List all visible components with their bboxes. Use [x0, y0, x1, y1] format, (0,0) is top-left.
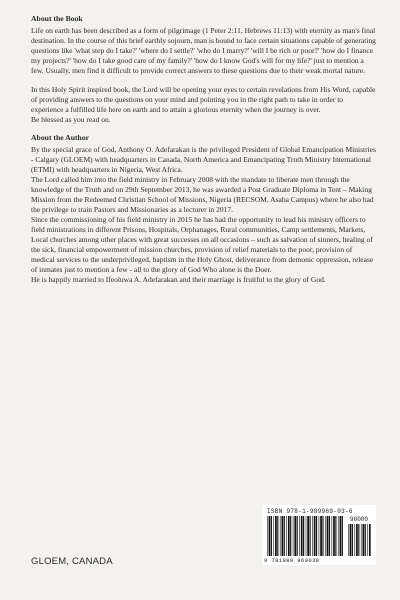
- barcode-bar: [290, 516, 291, 556]
- about-author-paragraph-4: He is happily married to Ifeoluwa A. Adefarakan and their marriage is fruitful to the glory of God.: [31, 275, 326, 284]
- barcode-bar: [269, 516, 271, 556]
- barcode-bar: [280, 516, 281, 556]
- about-book-closing: Be blessed as you read on.: [31, 115, 111, 124]
- barcode-bar: [342, 516, 343, 556]
- barcode-bar: [354, 524, 355, 556]
- publisher-name: GLOEM, CANADA: [31, 556, 113, 567]
- barcode-bar: [294, 516, 296, 556]
- about-book-paragraph-2: In this Holy Spirit inspired book, the Lord will be opening your eyes to certain revelations from His Word, capable of providing answers to the questions on your mind and pointing you in the right path to take in order to experience a fulfilled life here on earth and to attain a glorious eternity when the journey is over.: [31, 85, 376, 114]
- isbn-barcode: [262, 505, 376, 565]
- barcode-bar: [369, 524, 371, 556]
- barcode-bar: [299, 516, 300, 556]
- barcode-bar: [338, 516, 339, 556]
- barcode-bars: [267, 516, 345, 556]
- about-author-section: [31, 133, 376, 285]
- about-author-paragraph-3: Since the commissioning of his field ministry in 2015 he has had the opportunity to lead his ministry officers to field ministrations in different Prisons, Hospitals, Orphanages, Rural communities, Camp settlements, Markets, Local churches among other places with great successes on all occasions – such as salvation of sinners, healing of the sick, financial empowerment of mission churches, provision of relief materials to the poor, provision of medical services to the underprivileged, baptism in the Holy Ghost, deliverance from demonic oppression, release of inmates just to mention a few - all to the glory of God Who alone is the Doer.: [31, 215, 374, 274]
- about-book-paragraph-1: Life on earth has been described as a form of pilgrimage (1 Peter 2:11, Hebrews 11:13) with eternity as man's final destination. In the course of this brief earthly sojourn, man is bound to face certain situations capable of generating questions like 'what step do I take?' 'where do I settle?' 'who do I marry?' 'will I be rich or poor?' 'how do I finance my projects?' 'how do I take good care of my family?' 'how do I know God's will for my life?' just to mention a few. Usually, men find it difficult to provide correct answers to these questions due to their weak mortal nature.: [31, 26, 376, 75]
- about-book-section: [31, 14, 376, 125]
- barcode-bar: [282, 516, 284, 556]
- barcode-bar: [332, 516, 333, 556]
- about-book-heading: About the Book: [31, 14, 83, 23]
- barcode-bar: [350, 524, 352, 556]
- about-author-paragraph-1: By the special grace of God, Anthony O. Adefarakan is the privileged President of Global Emancipation Ministries - Calgary (GLOEM) with headquarters in Canada, North America and Emancipating Truth Ministry International (ETMI) with headquarters in Nigeria, West Africa.: [31, 145, 376, 174]
- barcode-bar: [301, 516, 303, 556]
- barcode-bar: [320, 516, 322, 556]
- barcode-bar: [329, 516, 330, 556]
- barcode-bar: [267, 516, 268, 556]
- barcode-bar: [288, 516, 290, 556]
- barcode-bar: [327, 516, 329, 556]
- barcode-bar: [340, 516, 342, 556]
- barcode-bar: [361, 524, 362, 556]
- barcode-bar: [325, 516, 326, 556]
- barcode-bar: [293, 516, 294, 556]
- barcode-bar: [358, 524, 359, 556]
- barcode-bar: [307, 516, 309, 556]
- barcode-bar: [271, 516, 272, 556]
- barcode-bar: [356, 524, 358, 556]
- barcode-bar: [348, 524, 349, 556]
- about-author-heading: About the Author: [31, 133, 90, 142]
- barcode-bar: [333, 516, 335, 556]
- barcode-bar: [297, 516, 298, 556]
- barcode-bar: [277, 516, 278, 556]
- barcode-bar: [312, 516, 313, 556]
- barcode-bar: [275, 516, 277, 556]
- barcode-bar: [303, 516, 304, 556]
- barcode-bar: [284, 516, 285, 556]
- barcode-bar: [310, 516, 311, 556]
- barcode-bar: [365, 524, 366, 556]
- barcode-bar: [306, 516, 307, 556]
- barcode-bar: [314, 516, 316, 556]
- barcode-bar: [316, 516, 317, 556]
- cover-text: [31, 14, 376, 285]
- barcode-bar: [335, 516, 336, 556]
- barcode-bar: [363, 524, 365, 556]
- price-code: 90000: [350, 516, 369, 523]
- barcode-bar: [322, 516, 323, 556]
- about-author-paragraph-2: The Lord called him into the field ministry in February 2008 with the mandate to liberate men through the knowledge of the Truth and on 29th September 2013, he was awarded a Post Graduate Diploma in Tent – Making Mission from the Redeemed Christian School of Missions, Nigeria (RECSOM, Asaba Campus) where he also had the privilege to train Pastors and Missionaries as a lecturer in 2017.: [31, 175, 374, 214]
- isbn-label: ISBN 978-1-989969-03-6: [267, 508, 353, 515]
- price-barcode-bars: [348, 524, 372, 556]
- barcode-bar: [352, 524, 353, 556]
- barcode-bar: [319, 516, 320, 556]
- barcode-bar: [367, 524, 368, 556]
- barcode-bar: [273, 516, 274, 556]
- barcode-bar: [286, 516, 287, 556]
- barcode-digits: 9 781989 969038: [264, 557, 320, 564]
